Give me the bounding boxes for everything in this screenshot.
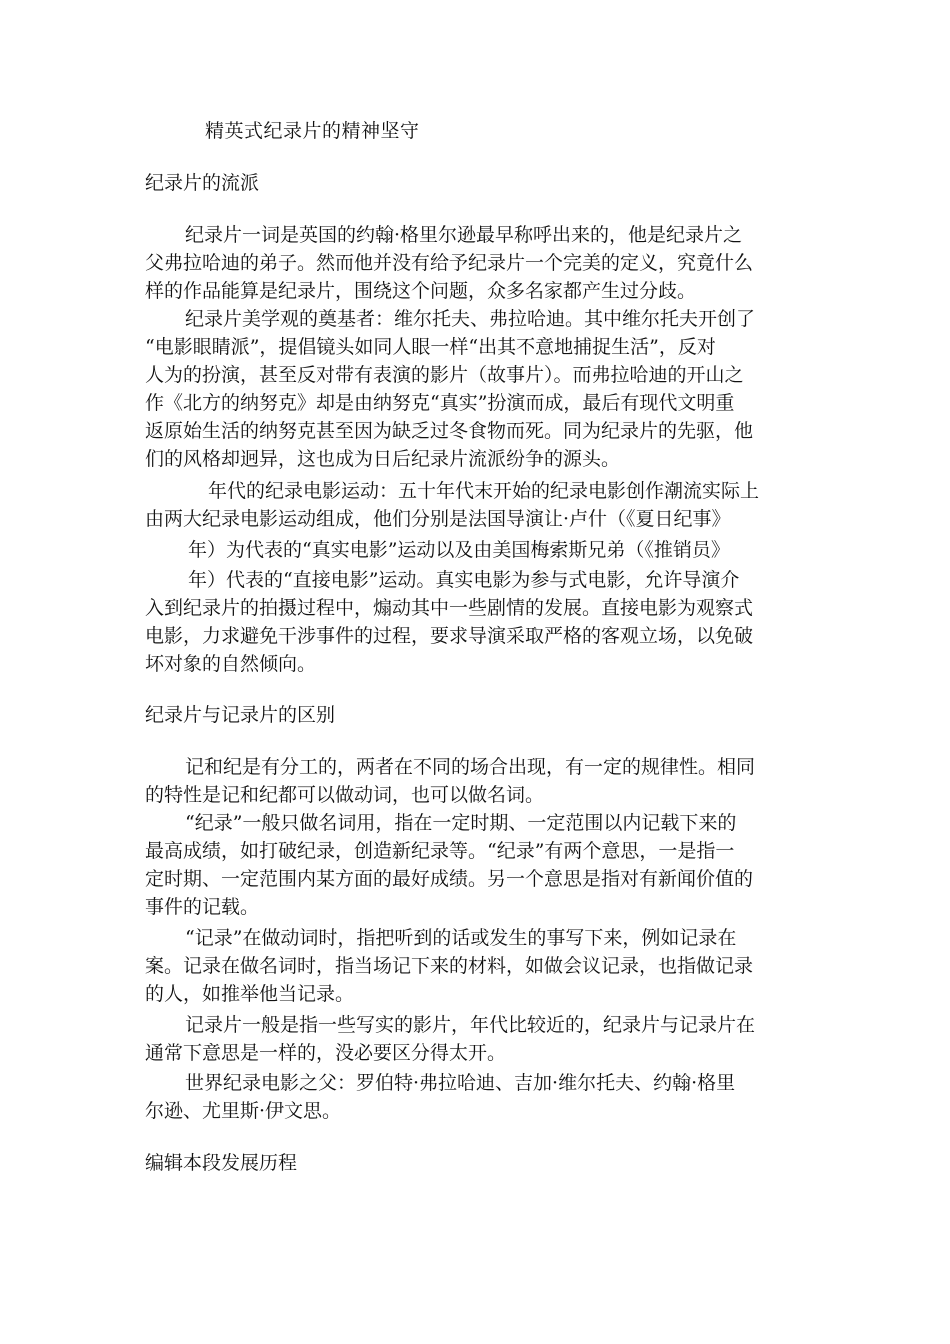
paragraph-line: 父弗拉哈迪的弟子。然而他并没有给予纪录片一个完美的定义，究竟什么: [145, 252, 754, 274]
paragraph-line: 年）为代表的“真实电影”运动以及由美国梅索斯兄弟（《推销员》: [188, 539, 730, 561]
paragraph-line: 定时期、一定范围内某方面的最好成绩。另一个意思是指对有新闻价值的: [145, 868, 754, 890]
paragraph-line: 返原始生活的纳努克甚至因为缺乏过冬食物而死。同为纪录片的先驱，他: [145, 420, 754, 442]
paragraph-line: 记录片一般是指一些写实的影片，年代比较近的，纪录片与记录片在: [185, 1014, 756, 1036]
paragraph-line: 的特性是记和纪都可以做动词，也可以做名词。: [145, 784, 545, 806]
paragraph-line: 尔逊、尤里斯·伊文思。: [145, 1100, 342, 1122]
paragraph-line: “电影眼睛派”，提倡镜头如同人眼一样“出其不意地捕捉生活”，反对: [145, 336, 716, 358]
paragraph-line: 纪录片一词是英国的约翰·格里尔逊最早称呼出来的，他是纪录片之: [185, 224, 743, 246]
paragraph-line: 案。记录在做名词时，指当场记下来的材料，如做会议记录，也指做记录: [145, 955, 754, 977]
paragraph-line: 的人，如推举他当记录。: [145, 983, 355, 1005]
paragraph-line: 作《北方的纳努克》却是由纳努克“真实”扮演而成，最后有现代文明重: [145, 392, 735, 414]
paragraph-line: 样的作品能算是纪录片，围绕这个问题，众多名家都产生过分歧。: [145, 280, 697, 302]
section-heading-difference: 纪录片与记录片的区别: [145, 704, 336, 726]
paragraph-line: “记录”在做动词时，指把听到的话或发生的事写下来，例如记录在: [185, 927, 737, 949]
paragraph-line: 年代的纪录电影运动：五十年代末开始的纪录电影创作潮流实际上: [208, 480, 760, 502]
paragraph-line: 人为的扮演，甚至反对带有表演的影片（故事片）。而弗拉哈迪的开山之: [145, 364, 744, 386]
paragraph-line: 由两大纪录电影运动组成，他们分别是法国导演让·卢什（《夏日纪事》: [145, 508, 731, 530]
paragraph-line: 世界纪录电影之父：罗伯特·弗拉哈迪、吉加·维尔托夫、约翰·格里: [185, 1072, 736, 1094]
paragraph-line: 们的风格却迥异，这也成为日后纪录片流派纷争的源头。: [145, 448, 621, 470]
paragraph-line: 电影，力求避免干涉事件的过程，要求导演采取严格的客观立场，以免破: [145, 625, 754, 647]
paragraph-line: 入到纪录片的拍摄过程中，煽动其中一些剧情的发展。直接电影为观察式: [145, 597, 754, 619]
paragraph-line: 事件的记载。: [145, 896, 260, 918]
paragraph-line: 通常下意思是一样的，没必要区分得太开。: [145, 1042, 507, 1064]
paragraph-line: 最高成绩，如打破纪录，创造新纪录等。“纪录”有两个意思，一是指一: [145, 840, 735, 862]
paragraph-line: 坏对象的自然倾向。: [145, 653, 317, 675]
paragraph-line: “纪录”一般只做名词用，指在一定时期、一定范围以内记载下来的: [185, 812, 737, 834]
paragraph-line: 记和纪是有分工的，两者在不同的场合出现，有一定的规律性。相同: [185, 756, 756, 778]
paragraph-line: 纪录片美学观的奠基者：维尔托夫、弗拉哈迪。其中维尔托夫开创了: [185, 308, 756, 330]
document-title: 精英式纪录片的精神坚守: [205, 120, 420, 142]
section-heading-history: 编辑本段发展历程: [145, 1152, 298, 1174]
paragraph-line: 年）代表的“直接电影”运动。真实电影为参与式电影，允许导演介: [188, 569, 740, 591]
section-heading-genres: 纪录片的流派: [145, 172, 260, 194]
